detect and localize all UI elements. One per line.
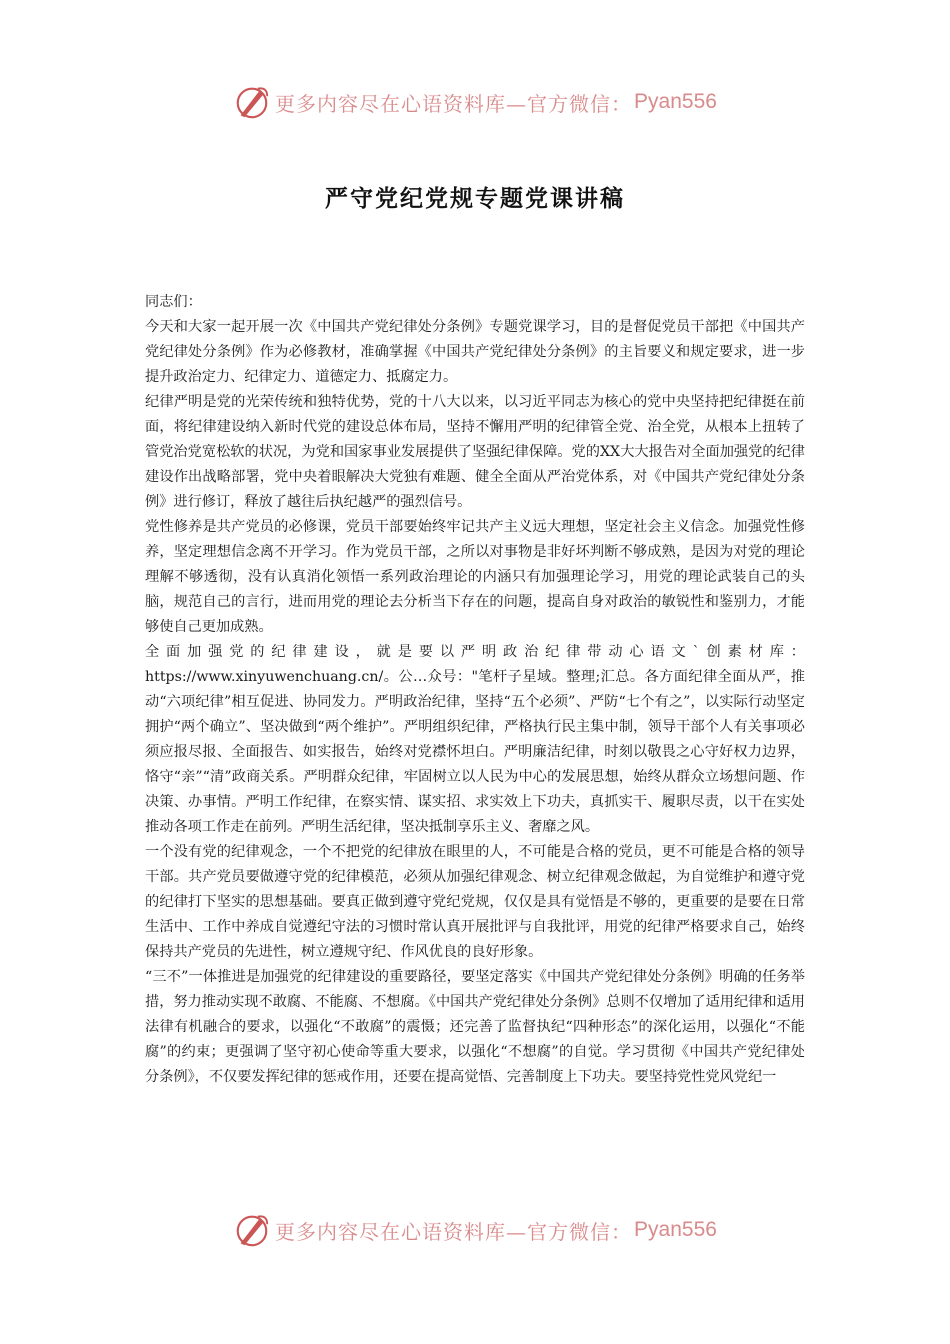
paragraph: 全面加强党的纪律建设，就是要以严明政治纪律带动心语文`创素材库：https://www.xinyuwenchuang.cn/。公…众号："笔杆子星域。整理;汇总。各方面纪律全面从严，推动“六项纪律”相互促进、协同发力。严明政治纪律，坚持“五个必须”、严防“七个有之”，以实际行动坚定拥护“两个确立”、坚决做到“两个维护”。严明组织纪律，严格执行民主集中制，领导干部个人有关事项必须应报尽报、全面报告、如实报告，始终对党襟怀坦白。严明廉洁纪律，时刻以敬畏之心守好权力边界，恪守“亲”“清”政商关系。严明群众纪律，牢固树立以人民为中心的发展思想，始终从群众立场想问题、作决策、办事情。严明工作纪律，在察实情、谋实招、求实效上下功夫，真抓实干、履职尽责，以干在实处推动各项工作走在前列。严明生活纪律，坚决抵制享乐主义、奢靡之风。 bbox=[145, 644, 805, 835]
quill-logo-icon bbox=[233, 83, 271, 121]
banner-text: 更多内容尽在心语资料库—官方微信： bbox=[275, 1219, 633, 1244]
paragraph: 纪律严明是党的光荣传统和独特优势，党的十八大以来，以习近平同志为核心的党中央坚持把纪律挺在前面，将纪律建设纳入新时代党的建设总体布局，坚持不懈用严明的纪律管全党、治全党，从根本上扭转了管党治党宽松软的状况，为党和国家事业发展提供了坚强纪律保障。党的XX大大报告对全面加强党的纪律建设作出战略部署，党中央着眼解决大党独有难题、健全全面从严治党体系，对《中国共产党纪律处分条例》进行修订，释放了越往后执纪越严的强烈信号。 bbox=[145, 394, 805, 510]
paragraph: 党性修养是共产党员的必修课，党员干部要始终牢记共产主义远大理想，坚定社会主义信念。加强党性修养，坚定理想信念离不开学习。作为党员干部，之所以对事物是非好坏判断不够成熟，是因为对党的理论理解不够透彻，没有认真消化领悟一系列政治理论的内涵只有加强理论学习，用党的理论武装自己的头脑，规范自己的言行，进而用党的理论去分析当下存在的问题，提高自身对政治的敏锐性和鉴别力，才能够使自己更加成熟。 bbox=[145, 519, 805, 635]
document-title: 严守党纪党规专题党课讲稿 bbox=[325, 186, 625, 212]
document-body bbox=[145, 290, 805, 1090]
quill-logo-icon bbox=[233, 1211, 271, 1249]
paragraph: 同志们： bbox=[145, 294, 202, 310]
watermark-banner-bottom bbox=[0, 1208, 950, 1252]
watermark-banner-top bbox=[0, 80, 950, 124]
banner-wechat-id: Pyan556 bbox=[634, 1218, 717, 1241]
paragraph: 今天和大家一起开展一次《中国共产党纪律处分条例》专题党课学习，目的是督促党员干部把《中国共产党纪律处分条例》作为必修教材，准确掌握《中国共产党纪律处分条例》的主旨要义和规定要求，进一步提升政治定力、纪律定力、道德定力、抵腐定力。 bbox=[145, 319, 805, 385]
banner-wechat-id: Pyan556 bbox=[634, 90, 717, 113]
paragraph: “三不”一体推进是加强党的纪律建设的重要路径，要坚定落实《中国共产党纪律处分条例》明确的任务举措，努力推动实现不敢腐、不能腐、不想腐。《中国共产党纪律处分条例》总则不仅增加了适用纪律和适用法律有机融合的要求，以强化“不敢腐”的震慑；还完善了监督执纪“四种形态”的深化运用，以强化“不能腐”的约束；更强调了坚守初心使命等重大要求，以强化“不想腐”的自觉。学习贯彻《中国共产党纪律处分条例》，不仅要发挥纪律的惩戒作用，还要在提高觉悟、完善制度上下功夫。要坚持党性党风党纪一 bbox=[145, 969, 805, 1085]
paragraph: 一个没有党的纪律观念，一个不把党的纪律放在眼里的人，不可能是合格的党员，更不可能是合格的领导干部。共产党员要做遵守党的纪律模范，必须从加强纪律观念、树立纪律观念做起，为自觉维护和遵守党的纪律打下坚实的思想基础。要真正做到遵守党纪党规，仅仅是具有觉悟是不够的，更重要的是要在日常生活中、工作中养成自觉遵纪守法的习惯时常认真开展批评与自我批评，用党的纪律严格要求自己，始终保持共产党员的先进性，树立遵规守纪、作风优良的良好形象。 bbox=[145, 844, 805, 960]
banner-text: 更多内容尽在心语资料库—官方微信： bbox=[275, 91, 633, 116]
